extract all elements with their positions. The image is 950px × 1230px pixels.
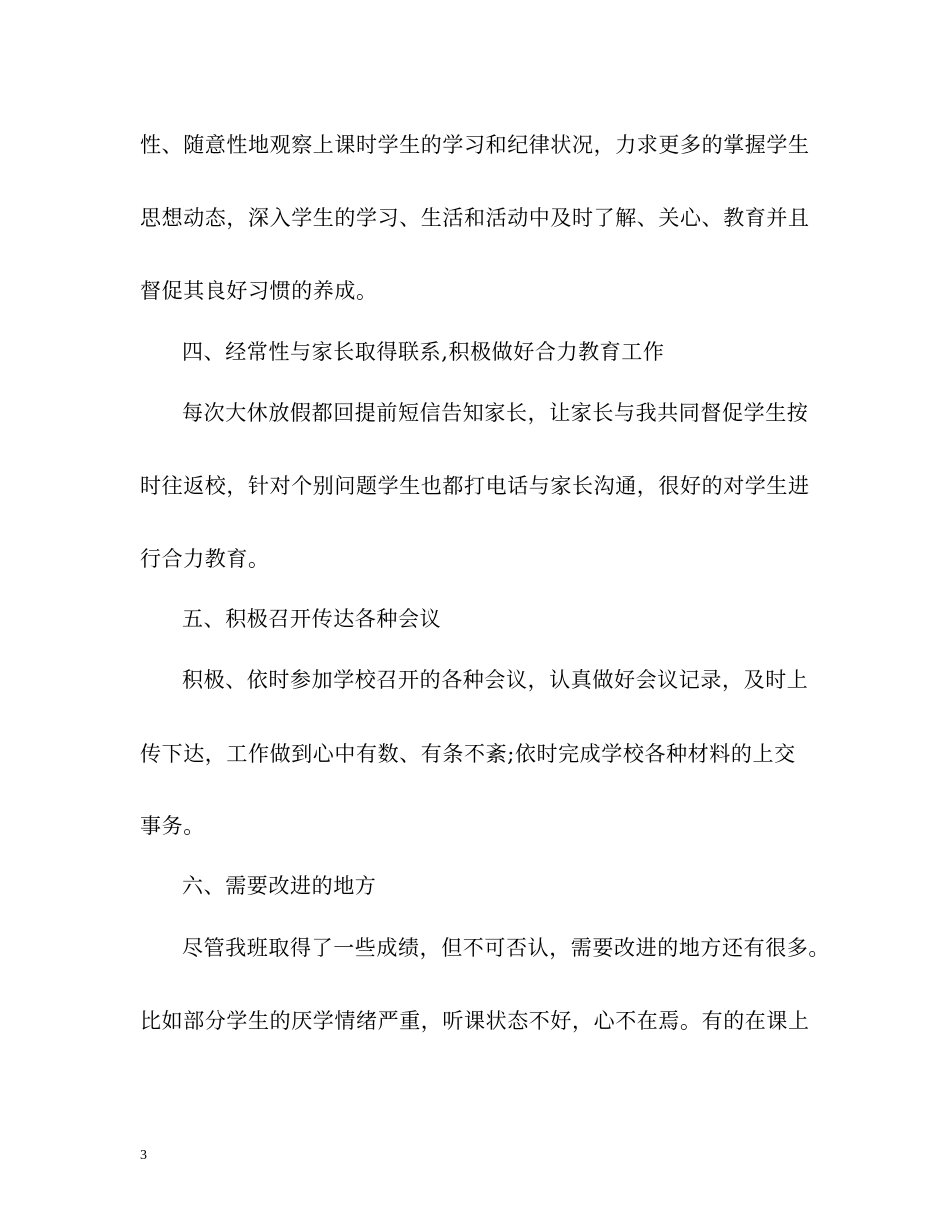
paragraph-line: 每次大休放假都回提前短信告知家长，让家长与我共同督促学生按 xyxy=(182,401,809,425)
paragraph-line: 时往返校，针对个别问题学生也都打电话与家长沟通，很好的对学生进 xyxy=(140,474,810,498)
paragraph-line: 比如部分学生的厌学情绪严重，听课状态不好，心不在焉。有的在课上 xyxy=(140,1009,810,1033)
paragraph-line: 行合力教育。 xyxy=(140,547,270,571)
page-number: 3 xyxy=(140,1148,147,1163)
section-heading: 六、需要改进的地方 xyxy=(182,874,377,898)
section-heading: 四、经常性与家长取得联系,积极做好合力教育工作 xyxy=(182,340,665,364)
paragraph-line: 事务。 xyxy=(140,814,205,838)
paragraph-line: 督促其良好习惯的养成。 xyxy=(140,279,378,303)
paragraph-line: 思想动态，深入学生的学习、生活和活动中及时了解、关心、教育并且 xyxy=(140,206,810,230)
paragraph-line: 性、随意性地观察上课时学生的学习和纪律状况，力求更多的掌握学生 xyxy=(140,133,810,157)
section-heading: 五、积极召开传达各种会议 xyxy=(182,607,442,631)
paragraph-line: 积极、依时参加学校召开的各种会议，认真做好会议记录，及时上 xyxy=(182,668,809,692)
paragraph-line: 传下达，工作做到心中有数、有条不紊;依时完成学校各种材料的上交 xyxy=(140,742,796,766)
paragraph-line: 尽管我班取得了一些成绩，但不可否认，需要改进的地方还有很多。 xyxy=(182,936,830,960)
